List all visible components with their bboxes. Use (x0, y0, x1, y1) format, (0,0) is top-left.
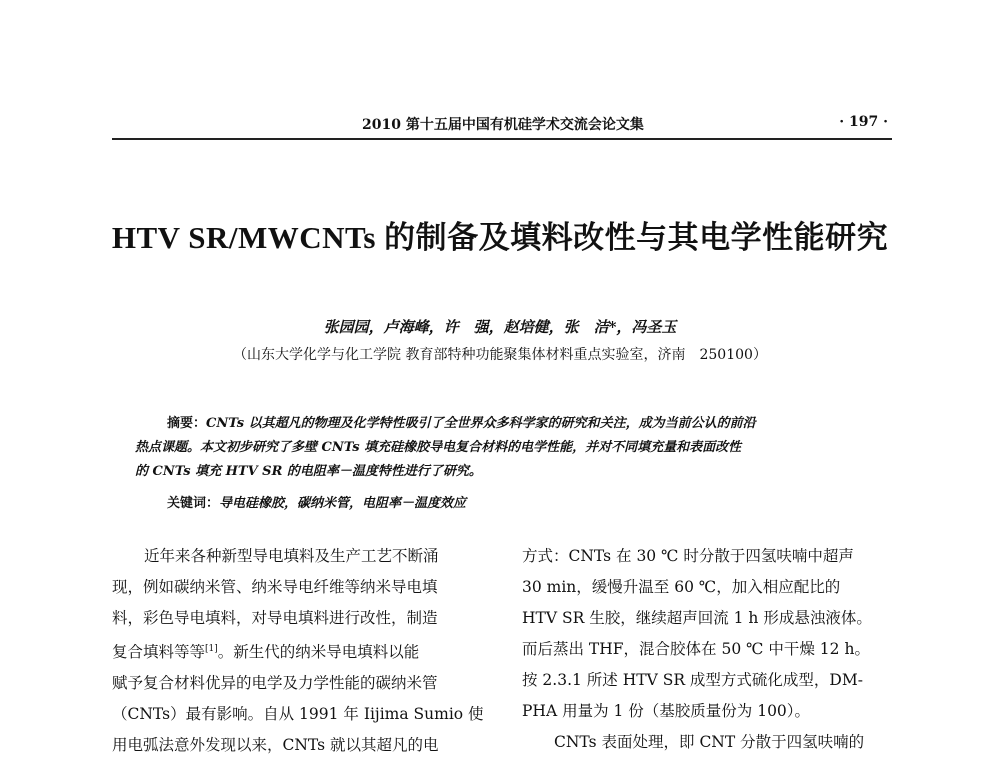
abstract-line-1 (135, 412, 875, 436)
page-number: · 197 · (839, 114, 888, 130)
abstract-text-1: CNTs 以其超凡的物理及化学特性吸引了全世界众多科学家的研究和关注，成为当前公认的前沿 (206, 416, 756, 431)
body-left-line-4b: 。新生代的纳米导电填料以能 (217, 643, 420, 662)
body-left-line-1: 近年来各种新型导电填料及生产工艺不断涌 (144, 547, 439, 565)
body-left-line-6: （CNTs）最有影响。自从 1991 年 Iijima Sumio 使 (112, 705, 484, 724)
affiliation: （山东大学化学与化工学院 教育部特种功能聚集体材料重点实验室，济南 250100） (233, 347, 767, 363)
body-left-line-4 (112, 634, 492, 668)
body-left-line-4a: 复合填料等等 (112, 643, 206, 662)
journal-name: 2010 第十五届中国有机硅学术交流会论文集 (362, 117, 644, 133)
keywords-text: 导电硅橡胶，碳纳米管，电阻率－温度效应 (219, 496, 467, 511)
body-column-right (522, 541, 902, 758)
abstract-line-3: 的 CNTs 填充 HTV SR 的电阻率－温度特性进行了研究。 (135, 464, 482, 479)
abstract-line-2: 热点课题。本文初步研究了多壁 CNTs 填充硅橡胶导电复合材料的电学性能，并对不同填充量和表面改性 (135, 440, 742, 455)
body-right-line-2: 30 min，缓慢升温至 60 ℃，加入相应配比的 (522, 578, 841, 596)
body-right-line-7: CNTs 表面处理，即 CNT 分散于四氢呋喃的 (554, 733, 865, 751)
author-list: 张园园，卢海峰，许 强，赵培健，张 洁*，冯圣玉 (323, 318, 677, 336)
body-right-line-6: PHA 用量为 1 份（基胶质量份为 100）。 (522, 702, 811, 720)
abstract-label: 摘要： (167, 416, 207, 431)
keywords (167, 492, 466, 511)
body-left-line-3: 料，彩色导电填料，对导电填料进行改性，制造 (112, 609, 438, 627)
body-column-left (112, 541, 492, 761)
abstract (135, 412, 875, 484)
body-right-line-5: 按 2.3.1 所述 HTV SR 成型方式硫化成型，DM- (522, 671, 863, 689)
body-right-line-1: 方式：CNTs 在 30 ℃ 时分散于四氢呋喃中超声 (522, 547, 854, 565)
running-header (112, 112, 892, 140)
citation-ref[interactable]: [1] (205, 644, 218, 654)
body-right-line-3: HTV SR 生胶，继续超声回流 1 h 形成悬浊液体。 (522, 609, 872, 627)
keywords-label: 关键词： (167, 496, 220, 511)
body-right-line-4: 而后蒸出 THF，混合胶体在 50 ℃ 中干燥 12 h。 (522, 640, 870, 658)
body-left-line-2: 现，例如碳纳米管、纳米导电纤维等纳米导电填 (112, 578, 438, 596)
paper-title: HTV SR/MWCNTs 的制备及填料改性与其电学性能研究 (111, 220, 889, 255)
body-left-line-7: 用电弧法意外发现以来，CNTs 就以其超凡的电 (112, 736, 439, 755)
body-left-line-5: 赋予复合材料优异的电学及力学性能的碳纳米管 (112, 674, 438, 693)
